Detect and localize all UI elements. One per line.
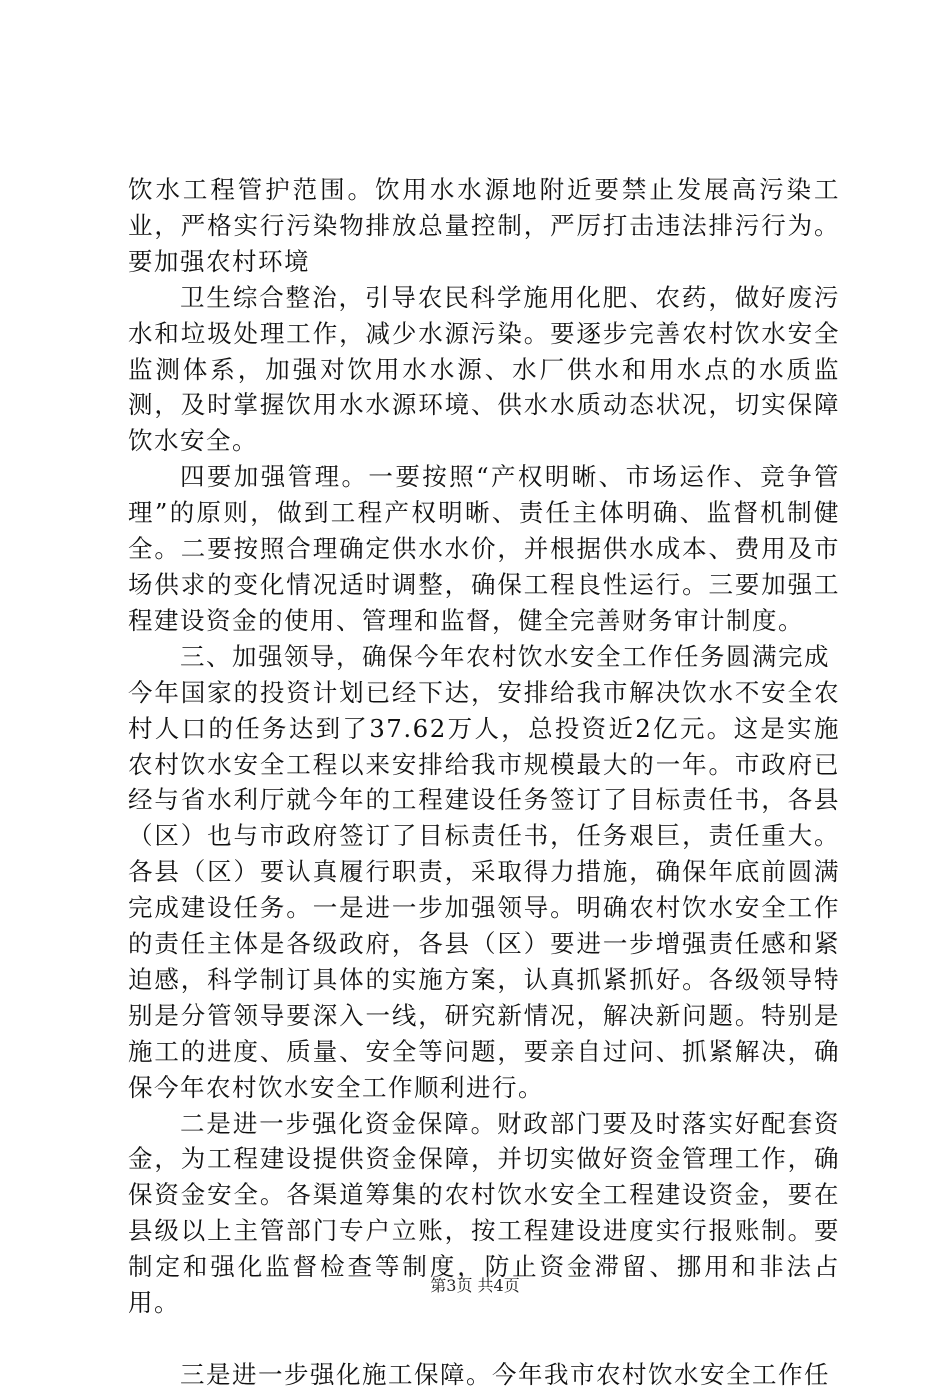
paragraph-investment-plan: 今年国家的投资计划已经下达，安排给我市解决饮水不安全农村人口的任务达到了37.62万人，总投资近2亿元。这是实施农村饮水安全工程以来安排给我市规模最大的一年。市政府已经与省水利厅就今年的工程建设任务签订了目标责任书，各县（区）也与市政府签订了目标责任书，任务艰巨，责任重大。各县（区）要认真履行职责，采取得力措施，确保年底前圆满完成建设任务。一是进一步加强领导。明确农村饮水安全工作的责任主体是各级政府，各县（区）要进一步增强责任感和紧迫感，科学制订具体的实施方案，认真抓紧抓好。各级领导特别是分管领导要深入一线，研究新情况，解决新问题。特别是施工的进度、质量、安全等问题，要亲自过问、抓紧解决，确保今年农村饮水安全工作顺利进行。 bbox=[128, 677, 840, 1102]
paragraph-strengthen-management: 四要加强管理。一要按照“产权明晰、市场运作、竞争管理”的原则，做到工程产权明晰、责任主体明确、监督机制健全。二要按照合理确定供水水价，并根据供水成本、费用及市场供求的变化情况适时调整，确保工程良性运行。三要加强工程建设资金的使用、管理和监督，健全完善财务审计制度。 bbox=[128, 462, 840, 635]
page-footer: 第3页 共4页 bbox=[430, 1276, 520, 1295]
paragraph-sanitation-monitoring: 卫生综合整治，引导农民科学施用化肥、农药，做好废污水和垃圾处理工作，减少水源污染。要逐步完善农村饮水安全监测体系，加强对饮用水水源、水厂供水和用水点的水质监测，及时掌握饮用水水源环境、供水水质动态状况，切实保障饮水安全。 bbox=[128, 282, 840, 456]
paragraph-construction-guarantee: 三是进一步强化施工保障。今年我市农村饮水安全工作任 bbox=[180, 1360, 830, 1389]
paragraph-water-project-protection: 饮水工程管护范围。饮用水水源地附近要禁止发展高污染工业，严格实行污染物排放总量控制，严厉打击违法排污行为。要加强农村环境 bbox=[128, 175, 840, 276]
document-body bbox=[128, 172, 840, 1393]
paragraph-funding-guarantee: 二是进一步强化资金保障。财政部门要及时落实好配套资金，为工程建设提供资金保障，并切实做好资金管理工作，确保资金安全。各渠道筹集的农村饮水安全工程建设资金，要在县级以上主管部门专户立账，按工程建设进度实行报账制。要制定和强化监督检查等制度，防止资金滞留、挪用和非法占用。 bbox=[128, 1108, 840, 1318]
section-heading-leadership: 三、加强领导，确保今年农村饮水安全工作任务圆满完成 bbox=[180, 641, 830, 671]
